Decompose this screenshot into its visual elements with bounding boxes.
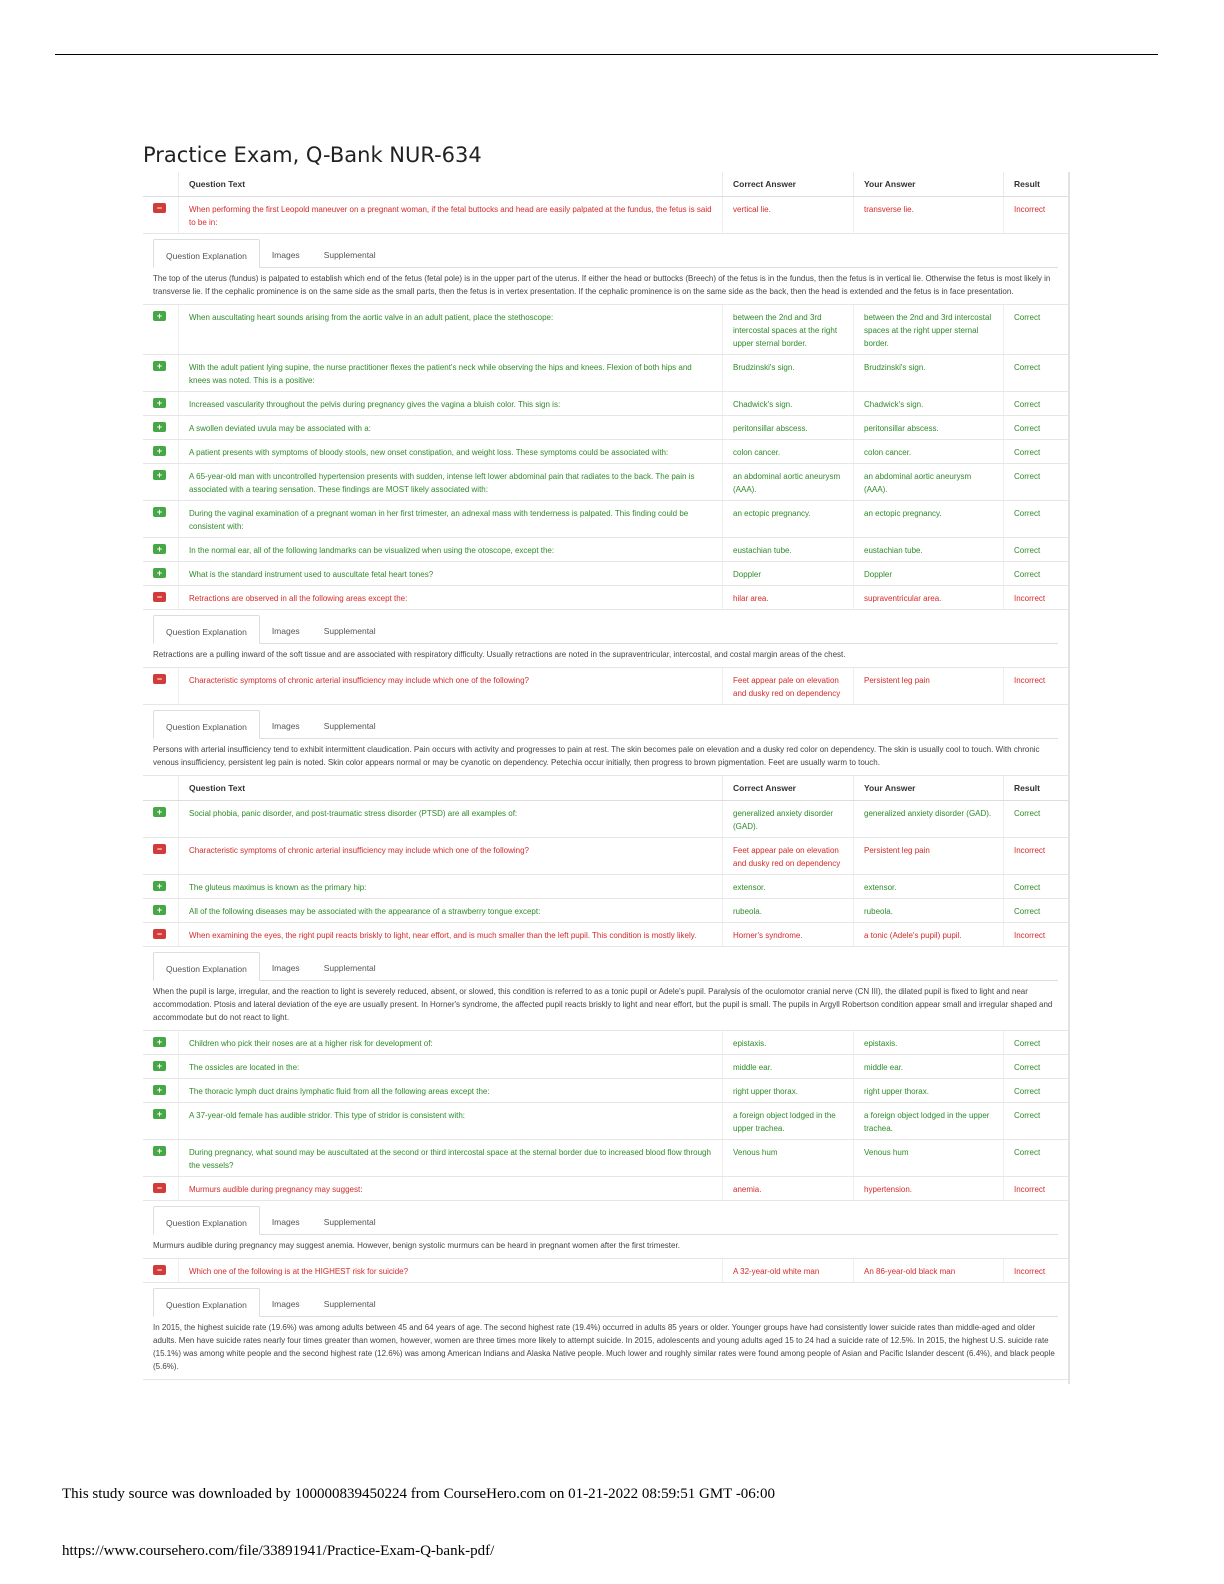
header-yours: Your Answer bbox=[854, 776, 1004, 800]
correct-answer: Brudzinski's sign. bbox=[723, 355, 854, 391]
correct-answer: Doppler bbox=[723, 562, 854, 585]
your-answer: supraventricular area. bbox=[854, 586, 1004, 609]
tab-question-explanation[interactable]: Question Explanation bbox=[153, 1288, 260, 1317]
tab-supplemental[interactable]: Supplemental bbox=[323, 1299, 376, 1309]
tab-question-explanation[interactable]: Question Explanation bbox=[153, 615, 260, 644]
table-header bbox=[143, 172, 1068, 197]
table-row bbox=[143, 838, 1068, 875]
results-panel bbox=[143, 172, 1070, 1384]
correct-answer: peritonsillar abscess. bbox=[723, 416, 854, 439]
result-status: Correct bbox=[1014, 809, 1041, 818]
correct-answer: anemia. bbox=[723, 1177, 854, 1200]
header-correct: Correct Answer bbox=[723, 172, 854, 196]
question-text: Murmurs audible during pregnancy may suggest: bbox=[179, 1177, 723, 1200]
your-answer: middle ear. bbox=[854, 1055, 1004, 1078]
explanation-panel bbox=[143, 1201, 1068, 1259]
explanation-text: In 2015, the highest suicide rate (19.6%) was among adults between 45 and 64 years of age. The second highest rate (19.4%) occurred in adults 85 years or older. Younger groups have had consistently lower suicide rates than middle-aged and older adults. Men have suicide rates nearly four times greater than women, however, women are three times more likely to attempt suicide. In 2015, adolescents and young adults aged 15 to 24 had a suicide rate of 12.5%. In 2015, the highest U.S. suicide rate (15.1%) was among white people and the second highest rate (12.6%) was among American Indians and Alaska Native people. Much lower and roughly similar rates were found among people of Asian and Pacific Islander descent (6.4%), and black people (5.6%). bbox=[153, 1323, 1055, 1371]
table-row bbox=[143, 501, 1068, 538]
your-answer: Doppler bbox=[854, 562, 1004, 585]
tab-supplemental[interactable]: Supplemental bbox=[323, 963, 376, 973]
question-text: Characteristic symptoms of chronic arterial insufficiency may include which one of the following? bbox=[179, 668, 723, 704]
expand-plus-icon[interactable]: + bbox=[153, 470, 166, 480]
question-text: Characteristic symptoms of chronic arterial insufficiency may include which one of the following? bbox=[179, 838, 723, 874]
question-text: With the adult patient lying supine, the nurse practitioner flexes the patient's neck while observing the hips and knees. Flexion of both hips and knees was noted. This is a positive: bbox=[179, 355, 723, 391]
your-answer: peritonsillar abscess. bbox=[854, 416, 1004, 439]
explanation-panel bbox=[143, 705, 1068, 776]
header-correct: Correct Answer bbox=[723, 776, 854, 800]
tab-images[interactable]: Images bbox=[271, 1217, 300, 1227]
correct-answer: Venous hum bbox=[723, 1140, 854, 1176]
your-answer: extensor. bbox=[854, 875, 1004, 898]
table-row bbox=[143, 668, 1068, 705]
correct-answer: A 32-year-old white man bbox=[723, 1259, 854, 1282]
explanation-tabs bbox=[153, 239, 1058, 268]
explanation-panel bbox=[143, 1283, 1068, 1380]
table-row bbox=[143, 875, 1068, 899]
result-status: Incorrect bbox=[1014, 846, 1046, 855]
question-text: Children who pick their noses are at a higher risk for development of: bbox=[179, 1031, 723, 1054]
result-status: Correct bbox=[1014, 1111, 1041, 1120]
your-answer: eustachian tube. bbox=[854, 538, 1004, 561]
expand-plus-icon[interactable]: + bbox=[153, 398, 166, 408]
expand-plus-icon[interactable]: + bbox=[153, 905, 166, 915]
expand-plus-icon[interactable]: + bbox=[153, 807, 166, 817]
result-status: Correct bbox=[1014, 1087, 1041, 1096]
question-text: What is the standard instrument used to auscultate fetal heart tones? bbox=[179, 562, 723, 585]
explanation-text: Persons with arterial insufficiency tend to exhibit intermittent claudication. Pain occurs with activity and progresses to pain at rest. The skin becomes pale on elevation and a dusky red color on dependency. The skin is usually cool to touch. With chronic venous insufficiency, persistent leg pain is noted. Skin color appears normal or may be cyanotic on dependency. Petechia occur initially, then progress to brown pigmentation. Feet are usually warm to touch. bbox=[153, 745, 1040, 767]
table-row bbox=[143, 305, 1068, 355]
explanation-text: The top of the uterus (fundus) is palpated to establish which end of the fetus (fetal pole) is in the upper part of the uterus. If either the head or buttocks (Breech) of the fetus is in the fundus, then the fetus is in vertical lie. Otherwise the fetus is most likely in transverse lie. If the cephalic prominence is on the same side as the small parts, then the fetus is in vertex presentation. If the cephalic prominence is on the same side as the back, then the head is extended and the fetus is in face presentation. bbox=[153, 274, 1051, 296]
source-url[interactable]: https://www.coursehero.com/file/33891941/Practice-Exam-Q-bank-pdf/ bbox=[62, 1543, 495, 1559]
tab-supplemental[interactable]: Supplemental bbox=[323, 250, 376, 260]
result-status: Correct bbox=[1014, 448, 1041, 457]
table-row bbox=[143, 1103, 1068, 1140]
result-status: Correct bbox=[1014, 424, 1041, 433]
expand-plus-icon[interactable]: + bbox=[153, 507, 166, 517]
tab-images[interactable]: Images bbox=[271, 721, 300, 731]
your-answer: an ectopic pregnancy. bbox=[854, 501, 1004, 537]
table-row bbox=[143, 1259, 1068, 1283]
question-text: The gluteus maximus is known as the primary hip: bbox=[179, 875, 723, 898]
table-row bbox=[143, 586, 1068, 610]
table-row bbox=[143, 1177, 1068, 1201]
table-row bbox=[143, 1055, 1068, 1079]
correct-answer: eustachian tube. bbox=[723, 538, 854, 561]
explanation-panel bbox=[143, 234, 1068, 305]
your-answer: An 86-year-old black man bbox=[854, 1259, 1004, 1282]
header-question: Question Text bbox=[179, 776, 723, 800]
tab-question-explanation[interactable]: Question Explanation bbox=[153, 1206, 260, 1235]
tab-supplemental[interactable]: Supplemental bbox=[323, 721, 376, 731]
question-text: When performing the first Leopold maneuver on a pregnant woman, if the fetal buttocks and head are easily palpated at the fundus, the fetus is said to be in: bbox=[179, 197, 723, 233]
your-answer: Chadwick's sign. bbox=[854, 392, 1004, 415]
correct-answer: middle ear. bbox=[723, 1055, 854, 1078]
correct-answer: Horner's syndrome. bbox=[723, 923, 854, 946]
result-status: Correct bbox=[1014, 400, 1041, 409]
result-status: Correct bbox=[1014, 1063, 1041, 1072]
your-answer: an abdominal aortic aneurysm (AAA). bbox=[854, 464, 1004, 500]
result-status: Correct bbox=[1014, 313, 1041, 322]
tab-supplemental[interactable]: Supplemental bbox=[323, 1217, 376, 1227]
correct-answer: hilar area. bbox=[723, 586, 854, 609]
top-rule bbox=[55, 54, 1158, 55]
correct-answer: colon cancer. bbox=[723, 440, 854, 463]
question-text: A swollen deviated uvula may be associated with a: bbox=[179, 416, 723, 439]
collapse-minus-icon[interactable]: − bbox=[153, 674, 166, 684]
result-status: Incorrect bbox=[1014, 931, 1046, 940]
expand-plus-icon[interactable]: + bbox=[153, 544, 166, 554]
your-answer: rubeola. bbox=[854, 899, 1004, 922]
explanation-tabs bbox=[153, 615, 1058, 644]
explanation-text: Retractions are a pulling inward of the soft tissue and are associated with respiratory difficulty. Usually retractions are noted in the supraventricular, intercostal, and costal margin areas of the chest. bbox=[153, 650, 846, 659]
correct-answer: between the 2nd and 3rd intercostal spaces at the right upper sternal border. bbox=[723, 305, 854, 354]
collapse-minus-icon[interactable]: − bbox=[153, 1265, 166, 1275]
tab-question-explanation[interactable]: Question Explanation bbox=[153, 239, 260, 268]
correct-answer: extensor. bbox=[723, 875, 854, 898]
table-row bbox=[143, 197, 1068, 234]
correct-answer: right upper thorax. bbox=[723, 1079, 854, 1102]
expand-plus-icon[interactable]: + bbox=[153, 422, 166, 432]
question-text: Increased vascularity throughout the pelvis during pregnancy gives the vagina a bluish color. This sign is: bbox=[179, 392, 723, 415]
question-text: The ossicles are located in the: bbox=[179, 1055, 723, 1078]
your-answer: colon cancer. bbox=[854, 440, 1004, 463]
question-text: When examining the eyes, the right pupil reacts briskly to light, near effort, and is much smaller than the left pupil. This condition is mostly likely. bbox=[179, 923, 723, 946]
result-status: Incorrect bbox=[1014, 205, 1046, 214]
expand-plus-icon[interactable]: + bbox=[153, 1146, 166, 1156]
question-text: A 37-year-old female has audible stridor. This type of stridor is consistent with: bbox=[179, 1103, 723, 1139]
expand-plus-icon[interactable]: + bbox=[153, 881, 166, 891]
your-answer: Persistent leg pain bbox=[854, 668, 1004, 704]
result-status: Incorrect bbox=[1014, 594, 1046, 603]
your-answer: epistaxis. bbox=[854, 1031, 1004, 1054]
header-yours: Your Answer bbox=[854, 172, 1004, 196]
your-answer: hypertension. bbox=[854, 1177, 1004, 1200]
table-row bbox=[143, 923, 1068, 947]
result-status: Correct bbox=[1014, 509, 1041, 518]
your-answer: transverse lie. bbox=[854, 197, 1004, 233]
table-row bbox=[143, 416, 1068, 440]
result-status: Correct bbox=[1014, 546, 1041, 555]
your-answer: Persistent leg pain bbox=[854, 838, 1004, 874]
tab-images[interactable]: Images bbox=[271, 250, 300, 260]
correct-answer: a foreign object lodged in the upper trachea. bbox=[723, 1103, 854, 1139]
expand-plus-icon[interactable]: + bbox=[153, 446, 166, 456]
expand-plus-icon[interactable]: + bbox=[153, 1061, 166, 1071]
result-status: Incorrect bbox=[1014, 676, 1046, 685]
question-text: Social phobia, panic disorder, and post-traumatic stress disorder (PTSD) are all examples of: bbox=[179, 801, 723, 837]
tab-images[interactable]: Images bbox=[271, 1299, 300, 1309]
table-row bbox=[143, 392, 1068, 416]
your-answer: a tonic (Adele's pupil) pupil. bbox=[854, 923, 1004, 946]
table-row bbox=[143, 801, 1068, 838]
header-result: Result bbox=[1014, 179, 1040, 189]
question-text: When auscultating heart sounds arising from the aortic valve in an adult patient, place the stethoscope: bbox=[179, 305, 723, 354]
correct-answer: an ectopic pregnancy. bbox=[723, 501, 854, 537]
correct-answer: epistaxis. bbox=[723, 1031, 854, 1054]
result-status: Incorrect bbox=[1014, 1267, 1046, 1276]
explanation-tabs bbox=[153, 952, 1058, 981]
table-row bbox=[143, 1079, 1068, 1103]
question-text: During the vaginal examination of a pregnant woman in her first trimester, an adnexal mass with tenderness is palpated. This finding could be consistent with: bbox=[179, 501, 723, 537]
table-row bbox=[143, 440, 1068, 464]
header-question: Question Text bbox=[179, 172, 723, 196]
your-answer: Venous hum bbox=[854, 1140, 1004, 1176]
tab-images[interactable]: Images bbox=[271, 626, 300, 636]
result-status: Correct bbox=[1014, 363, 1041, 372]
result-status: Correct bbox=[1014, 907, 1041, 916]
tab-supplemental[interactable]: Supplemental bbox=[323, 626, 376, 636]
table-row bbox=[143, 562, 1068, 586]
page-title: Practice Exam, Q-Bank NUR-634 bbox=[143, 143, 482, 167]
tab-question-explanation[interactable]: Question Explanation bbox=[153, 710, 260, 739]
explanation-tabs bbox=[153, 1288, 1058, 1317]
tab-images[interactable]: Images bbox=[271, 963, 300, 973]
result-status: Correct bbox=[1014, 1148, 1041, 1157]
question-text: A patient presents with symptoms of bloody stools, new onset constipation, and weight loss. These symptoms could be associated with: bbox=[179, 440, 723, 463]
question-text: Retractions are observed in all the following areas except the: bbox=[179, 586, 723, 609]
expand-plus-icon[interactable]: + bbox=[153, 1085, 166, 1095]
correct-answer: an abdominal aortic aneurysm (AAA). bbox=[723, 464, 854, 500]
explanation-text: Murmurs audible during pregnancy may suggest anemia. However, benign systolic murmurs can be heard in pregnant women after the first trimester. bbox=[153, 1241, 680, 1250]
collapse-minus-icon[interactable]: − bbox=[153, 203, 166, 213]
explanation-panel bbox=[143, 610, 1068, 668]
result-status: Correct bbox=[1014, 472, 1041, 481]
your-answer: generalized anxiety disorder (GAD). bbox=[854, 801, 1004, 837]
table-row bbox=[143, 355, 1068, 392]
correct-answer: rubeola. bbox=[723, 899, 854, 922]
table-row bbox=[143, 538, 1068, 562]
table-row bbox=[143, 1140, 1068, 1177]
collapse-minus-icon[interactable]: − bbox=[153, 1183, 166, 1193]
correct-answer: Feet appear pale on elevation and dusky red on dependency bbox=[723, 838, 854, 874]
correct-answer: generalized anxiety disorder (GAD). bbox=[723, 801, 854, 837]
collapse-minus-icon[interactable]: − bbox=[153, 929, 166, 939]
result-status: Correct bbox=[1014, 570, 1041, 579]
question-text: Which one of the following is at the HIGHEST risk for suicide? bbox=[179, 1259, 723, 1282]
your-answer: a foreign object lodged in the upper trachea. bbox=[854, 1103, 1004, 1139]
expand-plus-icon[interactable]: + bbox=[153, 311, 166, 321]
table-row bbox=[143, 1031, 1068, 1055]
header-result: Result bbox=[1014, 783, 1040, 793]
download-notice: This study source was downloaded by 100000839450224 from CourseHero.com on 01-21-2022 08:59:51 GMT -06:00 bbox=[62, 1486, 775, 1502]
explanation-panel bbox=[143, 947, 1068, 1031]
expand-plus-icon[interactable]: + bbox=[153, 1109, 166, 1119]
your-answer: Brudzinski's sign. bbox=[854, 355, 1004, 391]
question-text: All of the following diseases may be associated with the appearance of a strawberry tongue except: bbox=[179, 899, 723, 922]
table-header bbox=[143, 776, 1068, 801]
result-status: Correct bbox=[1014, 1039, 1041, 1048]
result-status: Incorrect bbox=[1014, 1185, 1046, 1194]
question-text: The thoracic lymph duct drains lymphatic fluid from all the following areas except the: bbox=[179, 1079, 723, 1102]
correct-answer: Feet appear pale on elevation and dusky red on dependency bbox=[723, 668, 854, 704]
expand-plus-icon[interactable]: + bbox=[153, 1037, 166, 1047]
tab-question-explanation[interactable]: Question Explanation bbox=[153, 952, 260, 981]
collapse-minus-icon[interactable]: − bbox=[153, 592, 166, 602]
correct-answer: Chadwick's sign. bbox=[723, 392, 854, 415]
collapse-minus-icon[interactable]: − bbox=[153, 844, 166, 854]
your-answer: between the 2nd and 3rd intercostal spaces at the right upper sternal border. bbox=[854, 305, 1004, 354]
question-text: During pregnancy, what sound may be auscultated at the second or third intercostal space at the sternal border due to increased blood flow through the vessels? bbox=[179, 1140, 723, 1176]
explanation-tabs bbox=[153, 710, 1058, 739]
correct-answer: vertical lie. bbox=[723, 197, 854, 233]
explanation-tabs bbox=[153, 1206, 1058, 1235]
question-text: A 65-year-old man with uncontrolled hypertension presents with sudden, intense left lower abdominal pain that radiates to the back. The pain is associated with a tearing sensation. These findings are MOST likely associated with: bbox=[179, 464, 723, 500]
explanation-text: When the pupil is large, irregular, and the reaction to light is severely reduced, absent, or slowed, this condition is referred to as a tonic pupil or Adele's pupil. Paralysis of the oculomotor cranial nerve (CN III), the dilated pupil is fixed to light and near accommodation. Ptosis and lateral deviation of the eye are usually present. In Horner's syndrome, the affected pupil reacts briskly to light and near effort, but the pupil is small. The pupils in Argyll Robertson condition appear small and irregular shaped and accommodate but do not react to light. bbox=[153, 987, 1053, 1022]
your-answer: right upper thorax. bbox=[854, 1079, 1004, 1102]
expand-plus-icon[interactable]: + bbox=[153, 361, 166, 371]
table-row bbox=[143, 464, 1068, 501]
question-text: In the normal ear, all of the following landmarks can be visualized when using the otoscope, except the: bbox=[179, 538, 723, 561]
table-row bbox=[143, 899, 1068, 923]
expand-plus-icon[interactable]: + bbox=[153, 568, 166, 578]
result-status: Correct bbox=[1014, 883, 1041, 892]
